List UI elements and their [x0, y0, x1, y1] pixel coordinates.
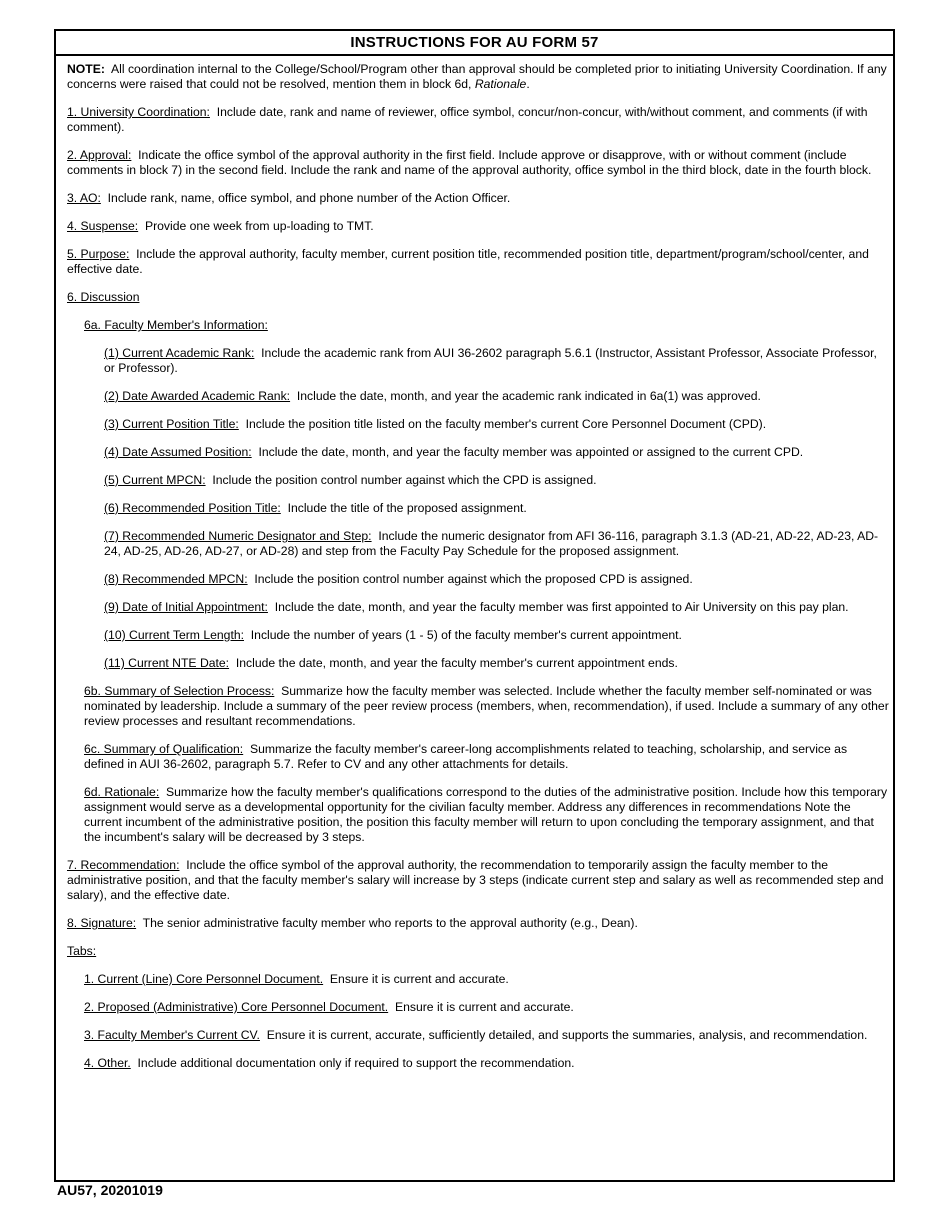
tab-heading: 1. Current (Line) Core Personnel Document.	[84, 972, 324, 986]
faculty-subitem	[104, 501, 890, 516]
rationale-heading: 6d. Rationale:	[84, 785, 160, 799]
qualification-summary	[84, 742, 890, 772]
signature	[67, 916, 890, 931]
form-title: INSTRUCTIONS FOR AU FORM 57	[56, 31, 893, 56]
note-italic: Rationale	[474, 77, 527, 91]
item-purpose	[67, 247, 890, 277]
subitem-text: Include the position control number against which the CPD is assigned.	[212, 473, 597, 487]
subitem-text: Include the position control number against which the proposed CPD is assigned.	[254, 572, 693, 586]
faculty-subitem	[104, 600, 890, 615]
item-text: Include rank, name, office symbol, and phone number of the Action Officer.	[107, 191, 511, 205]
faculty-subitem	[104, 346, 890, 376]
tab-text: Ensure it is current and accurate.	[394, 1000, 574, 1014]
subitem-text: Include the date, month, and year the faculty member was first appointed to Air University on this pay plan.	[274, 600, 849, 614]
item-text: Include the approval authority, faculty member, current position title, recommended position title, department/program/school/center, and effective date.	[67, 247, 869, 276]
faculty-info-heading-text: 6a. Faculty Member's Information:	[84, 318, 268, 332]
faculty-subitem	[104, 656, 890, 671]
instructions-body	[56, 56, 893, 1071]
item-heading: 2. Approval:	[67, 148, 132, 162]
subitem-heading: (9) Date of Initial Appointment:	[104, 600, 268, 614]
tab-item	[84, 1000, 890, 1015]
subitem-text: Include the date, month, and year the faculty member's current appointment ends.	[235, 656, 678, 670]
faculty-subitem	[104, 529, 890, 559]
subitem-heading: (5) Current MPCN:	[104, 473, 206, 487]
selection-process	[84, 684, 890, 729]
subitem-text: Include the date, month, and year the academic rank indicated in 6a(1) was approved.	[296, 389, 761, 403]
subitem-heading: (1) Current Academic Rank:	[104, 346, 255, 360]
subitem-text: Include the number of years (1 - 5) of the faculty member's current appointment.	[250, 628, 682, 642]
note-paragraph	[67, 62, 890, 92]
subitem-heading: (8) Recommended MPCN:	[104, 572, 248, 586]
rationale	[84, 785, 890, 845]
item-text: Provide one week from up-loading to TMT.	[144, 219, 374, 233]
tab-item	[84, 1056, 890, 1071]
item-ao	[67, 191, 890, 206]
faculty-subitem	[104, 445, 890, 460]
qualification-text: Summarize the faculty member's career-long accomplishments related to teaching, scholarship, and service as defined in AUI 36-2602, paragraph 5.7. Refer to CV and any other attachments for details.	[84, 742, 848, 771]
recommendation-heading: 7. Recommendation:	[67, 858, 180, 872]
note-end: .	[526, 77, 530, 91]
selection-heading: 6b. Summary of Selection Process:	[84, 684, 275, 698]
note-label: NOTE:	[67, 62, 105, 76]
qualification-heading: 6c. Summary of Qualification:	[84, 742, 244, 756]
faculty-subitem	[104, 389, 890, 404]
faculty-info-heading	[84, 318, 890, 333]
item-approval	[67, 148, 890, 178]
subitem-heading: (3) Current Position Title:	[104, 417, 239, 431]
subitem-heading: (4) Date Assumed Position:	[104, 445, 252, 459]
recommendation	[67, 858, 890, 903]
signature-text: The senior administrative faculty member who reports to the approval authority (e.g., Dean).	[142, 916, 638, 930]
tab-heading: 3. Faculty Member's Current CV.	[84, 1028, 260, 1042]
item-heading: 4. Suspense:	[67, 219, 139, 233]
tabs-heading	[67, 944, 890, 959]
subitem-text: Include the position title listed on the faculty member's current Core Personnel Document (CPD).	[245, 417, 767, 431]
tab-text: Ensure it is current and accurate.	[329, 972, 509, 986]
item-heading: 1. University Coordination:	[67, 105, 210, 119]
faculty-subitem	[104, 572, 890, 587]
subitem-text: Include the academic rank from AUI 36-2602 paragraph 5.6.1 (Instructor, Assistant Professor, Associate Professor, or Professor).	[104, 346, 877, 375]
subitem-heading: (6) Recommended Position Title:	[104, 501, 281, 515]
subitem-text: Include the date, month, and year the faculty member was appointed or assigned to the current CPD.	[258, 445, 804, 459]
subitem-text: Include the title of the proposed assignment.	[287, 501, 527, 515]
item-text: Include date, rank and name of reviewer, office symbol, concur/non-concur, with/without comment, and comments (if with comment).	[67, 105, 868, 134]
selection-text: Summarize how the faculty member was selected. Include whether the faculty member self-nominated or was nominated by leadership. Include a summary of the peer review process (members, when, recommendation), if used. Include a summary of any other review processes and resultant recommendations.	[84, 684, 889, 728]
discussion-heading-text: 6. Discussion	[67, 290, 140, 304]
faculty-subitem	[104, 628, 890, 643]
item-text: Indicate the office symbol of the approval authority in the first field. Include approve or disapprove, with or without comment (include comments in block 7) in the second field. Include the rank and name of the approval authority, office symbol in the third block, date in the fourth block.	[67, 148, 872, 177]
faculty-subitem	[104, 473, 890, 488]
subitem-heading: (2) Date Awarded Academic Rank:	[104, 389, 291, 403]
item-heading: 5. Purpose:	[67, 247, 130, 261]
note-text: All coordination internal to the College/School/Program other than approval should be completed prior to initiating University Coordination. If any concerns were raised that could not be resolved, mention them in block 6d,	[67, 62, 887, 91]
signature-heading: 8. Signature:	[67, 916, 137, 930]
tab-item	[84, 1028, 890, 1043]
form-frame	[54, 29, 895, 1182]
tabs-heading-text: Tabs:	[67, 944, 97, 958]
tab-heading: 2. Proposed (Administrative) Core Personnel Document.	[84, 1000, 389, 1014]
discussion-heading	[67, 290, 890, 305]
tab-text: Ensure it is current, accurate, sufficiently detailed, and supports the summaries, analysis, and recommendation.	[266, 1028, 868, 1042]
tab-text: Include additional documentation only if required to support the recommendation.	[137, 1056, 575, 1070]
subitem-heading: (7) Recommended Numeric Designator and Step:	[104, 529, 372, 543]
subitem-heading: (10) Current Term Length:	[104, 628, 244, 642]
subitem-heading: (11) Current NTE Date:	[104, 656, 230, 670]
item-suspense	[67, 219, 890, 234]
subitem-text: Include the numeric designator from AFI 36-116, paragraph 3.1.3 (AD-21, AD-22, AD-23, AD-24, AD-25, AD-26, AD-27, or AD-28) and step from the Faculty Pay Schedule for the proposed assignment.	[104, 529, 879, 558]
item-university-coordination	[67, 105, 890, 135]
recommendation-text: Include the office symbol of the approval authority, the recommendation to temporarily assign the faculty member to the administrative position, and that the faculty member's salary will increase by 3 steps (indicate current step and salary as well as recommended step and salary), and the effective date.	[67, 858, 884, 902]
faculty-subitem	[104, 417, 890, 432]
form-footer-id: AU57, 20201019	[57, 1182, 163, 1198]
rationale-text: Summarize how the faculty member's qualifications correspond to the duties of the administrative position. Include how this temporary assignment would serve as a developmental opportunity for the civilian faculty member. Address any differences in recommendations Note the current incumbent of the administrative position, the position this faculty member will return to upon concluding the temporary assignment, and that the incumbent's salary will be decreased by 3 steps.	[84, 785, 888, 844]
tab-heading: 4. Other.	[84, 1056, 131, 1070]
tab-item	[84, 972, 890, 987]
item-heading: 3. AO:	[67, 191, 101, 205]
